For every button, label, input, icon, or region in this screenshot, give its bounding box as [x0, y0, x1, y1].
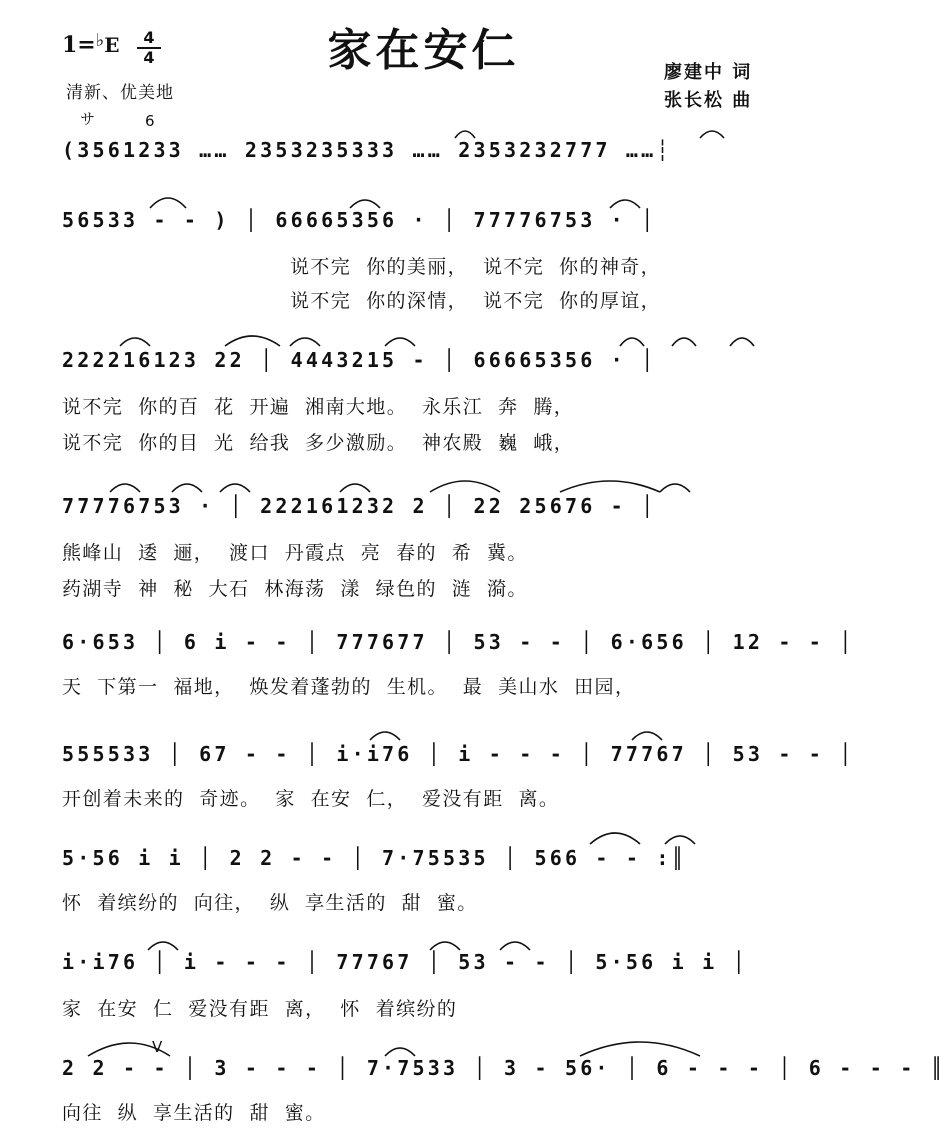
tie-arc: [150, 198, 186, 208]
free-tempo-mark: サ: [80, 110, 96, 128]
tie-arc: [672, 338, 696, 346]
tie-arc: [385, 338, 415, 346]
lyric-row-4b: 药湖寺 神 秘 大石 林海荡 漾 绿色的 涟 漪。: [62, 578, 528, 600]
score-row-6: 555533 │ 67 - - │ i·i76 │ i - - - │ 77767 │ 53 - - │: [62, 742, 855, 766]
tie-arc: [560, 481, 660, 492]
page-title: 家在安仁: [327, 25, 520, 76]
lyric-row-3b: 说不完 你的目 光 给我 多少激励。 神农殿 巍 峨，: [62, 432, 575, 454]
tie-arc: [385, 1048, 415, 1056]
tie-arc: [730, 338, 754, 346]
lyric-row-4a: 熊峰山 逶 逦， 渡口 丹霞点 亮 春的 希 冀。: [62, 542, 528, 564]
tie-arc: [500, 942, 530, 950]
flat-icon: ♭: [95, 30, 105, 51]
tie-arc: [148, 942, 178, 950]
tie-arc: [700, 131, 724, 138]
lyric-row-8: 家 在安 仁 爱没有距 离， 怀 着缤纷的: [62, 998, 458, 1020]
tie-arc: [290, 338, 320, 346]
score-row-9: 2 2 - - │ 3 - - - │ 7·7533 │ 3 - 56· │ 6 - - - │ 6 - - - ║: [62, 1056, 946, 1080]
lyric-row-7: 怀 着缤纷的 向往， 纵 享生活的 甜 蜜。: [62, 892, 478, 914]
tie-arc: [580, 1042, 700, 1056]
score-row-8: i·i76 │ i - - - │ 77767 │ 53 - - │ 5·56 i i │: [62, 950, 748, 974]
tie-arc: [665, 836, 695, 844]
tempo-marking: 清新、优美地: [66, 83, 174, 103]
score-row-7: 5·56 i i │ 2 2 - - │ 7·75535 │ 566 - - :║: [62, 846, 687, 870]
tie-arc: [455, 131, 475, 138]
tie-arc: [350, 200, 380, 208]
tie-arc: [172, 484, 202, 492]
lyric-row-5: 天 下第一 福地， 焕发着蓬勃的 生机。 最 美山水 田园，: [62, 676, 636, 698]
tie-arc: [225, 336, 280, 346]
lyric-row-2b: 说不完 你的深情， 说不完 你的厚谊，: [290, 290, 662, 312]
meter-bottom: 4: [143, 48, 155, 67]
tie-arc: [340, 484, 370, 492]
score-row-1: (3561233 …… 2353235333 …… 2353232777 ……┆: [62, 138, 672, 162]
tie-arc: [430, 942, 460, 950]
tie-arc: [120, 338, 150, 346]
lyric-row-3a: 说不完 你的百 花 开遍 湘南大地。 永乐江 奔 腾，: [62, 396, 575, 418]
breath-mark: V: [152, 1038, 163, 1056]
score-row-5: 6·653 │ 6 i - - │ 777677 │ 53 - - │ 6·656 │ 12 - - │: [62, 630, 855, 654]
tie-arc: [620, 338, 644, 346]
tie-arc: [590, 833, 640, 844]
tie-arc: [430, 481, 500, 492]
score-row-4: 77776753 · │ 222161232 2 │ 22 25676 - │: [62, 494, 657, 518]
tie-arc: [632, 732, 662, 740]
composer-credit: 张长松 曲: [664, 90, 753, 111]
key-note: E: [104, 33, 120, 57]
tuplet-mark: 6: [145, 112, 155, 130]
lyricist-credit: 廖建中 词: [664, 62, 753, 83]
lyric-row-6: 开创着未来的 奇迹。 家 在安 仁， 爱没有距 离。: [62, 788, 560, 810]
tie-arc: [88, 1043, 170, 1056]
lyric-row-9: 向往 纵 享生活的 甜 蜜。: [62, 1102, 326, 1124]
lyric-row-2a: 说不完 你的美丽， 说不完 你的神奇，: [290, 256, 662, 278]
tie-arc: [610, 200, 640, 208]
tie-arc: [370, 732, 400, 740]
tie-arc: [660, 484, 690, 492]
score-row-3: 222216123 22 │ 4443215 - │ 66665356 · │: [62, 348, 657, 372]
key-prefix: 1=: [62, 32, 96, 58]
tie-arc: [220, 484, 250, 492]
score-row-2: 56533 - - ) │ 66665356 · │ 77776753 · │: [62, 208, 657, 232]
meter-top: 4: [143, 28, 155, 47]
tie-arc: [110, 484, 140, 492]
